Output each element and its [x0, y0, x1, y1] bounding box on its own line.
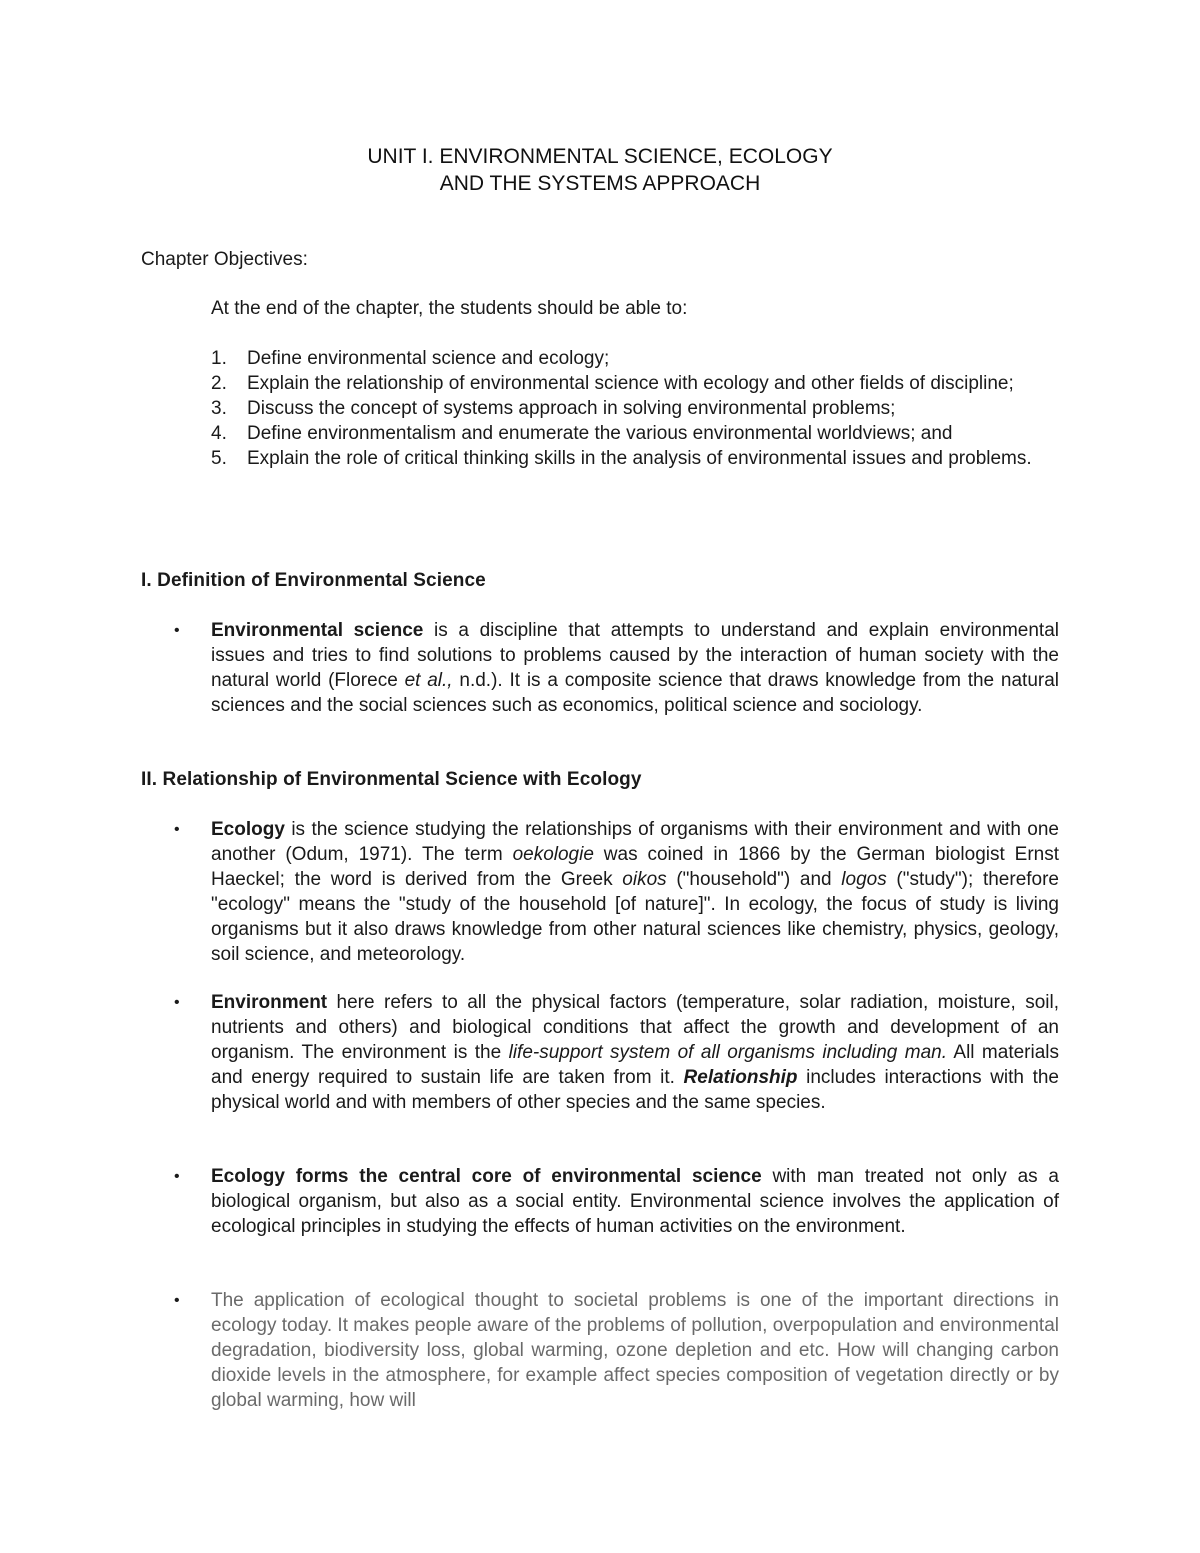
objective-item [211, 421, 1059, 446]
objective-text: Define environmentalism and enumerate the various environmental worldviews; and [247, 423, 953, 444]
objective-text: Discuss the concept of systems approach in solving environmental problems; [247, 398, 896, 419]
bullet-text: All materials and energy required to sustain life are taken from it. [211, 1042, 1060, 1088]
bullet-ecological-thought [174, 1288, 1059, 1413]
objective-item [211, 346, 1059, 371]
document-title [0, 143, 1200, 197]
objective-number: 3. [211, 398, 227, 419]
term-environmental-science: Environmental science [211, 620, 424, 641]
term-environment: Environment [211, 992, 328, 1013]
title-line-2: AND THE SYSTEMS APPROACH [439, 172, 761, 195]
section-heading-definition: I. Definition of Environmental Science [141, 570, 486, 591]
term-ecology-core: Ecology forms the central core of environmental science [211, 1166, 762, 1187]
bullet-text: n.d.). It is a composite science that draws knowledge from the natural sciences and the social sciences such as economics, political science and sociology. [211, 670, 1059, 716]
bullet-text: includes interactions with the physical world and with members of other species and the same species. [211, 1067, 1060, 1113]
bullet-icon: • [174, 1168, 180, 1185]
bullet-icon: • [174, 994, 180, 1011]
bullet-icon: • [174, 821, 180, 838]
bullet-text: with man treated not only as a biological organism, but also as a social entity. Environmental science involves the application of ecological principles in studying the effects of human activities on the environment. [211, 1166, 1059, 1237]
term-italic: life-support system of all organisms including man. [508, 1042, 948, 1063]
bullet-text: was coined in 1866 by the German biologist Ernst Haeckel; the word is derived from the Greek [211, 844, 1060, 890]
term-italic: oekologie [512, 844, 594, 865]
objective-item [211, 371, 1059, 396]
bullet-ecology [174, 817, 1060, 967]
bullet-ecology-core [174, 1164, 1059, 1239]
objective-number: 2. [211, 373, 227, 394]
objective-text: Define environmental science and ecology; [247, 348, 610, 369]
chapter-objectives-label: Chapter Objectives: [141, 249, 308, 270]
bullet-text: here refers to all the physical factors (temperature, solar radiation, moisture, soil, nutrients and others) and biological conditions that affect the growth and development of an organism. The environment is the [211, 992, 1059, 1063]
bullet-environmental-science [174, 618, 1059, 718]
objective-item [211, 396, 1059, 421]
objective-text: Explain the relationship of environmental science with ecology and other fields of discipline; [247, 373, 1014, 394]
objective-text: Explain the role of critical thinking skills in the analysis of environmental issues and problems. [247, 448, 1032, 469]
citation-italic: et al., [404, 670, 453, 691]
title-line-1: UNIT I. ENVIRONMENTAL SCIENCE, ECOLOGY [367, 145, 833, 168]
objectives-intro: At the end of the chapter, the students should be able to: [211, 298, 688, 319]
bullet-environment [174, 990, 1060, 1115]
bullet-text: is a discipline that attempts to understand and explain environmental issues and tries to find solutions to problems caused by the interaction of human society with the natural world (Florece [211, 620, 1059, 691]
section-heading-relationship: II. Relationship of Environmental Science with Ecology [141, 769, 642, 790]
bullet-text: The application of ecological thought to societal problems is one of the important directions in ecology today. It makes people aware of the problems of pollution, overpopulation and environmental degradation, biodiversity loss, global warming, ozone depletion and etc. How will changing carbon dioxide levels in the atmosphere, for example affect species composition of vegetation directly or by global warming, how will [211, 1290, 1059, 1411]
term-ecology: Ecology [211, 819, 285, 840]
objective-number: 4. [211, 423, 227, 444]
bullet-text: ("household") and [666, 869, 842, 890]
objectives-list [211, 346, 1059, 471]
term-italic: logos [841, 869, 887, 890]
objective-item [211, 446, 1059, 471]
bullet-text: ("study"); therefore "ecology" means the "study of the household [of nature]". In ecology, the focus of study is living organisms but it also draws knowledge from other natural sciences like chemistry, physics, geology, soil science, and meteorology. [211, 869, 1059, 965]
term-italic: oikos [622, 869, 667, 890]
bullet-icon: • [174, 622, 180, 639]
term-relationship: Relationship [683, 1067, 798, 1088]
objective-number: 1. [211, 348, 227, 369]
objective-number: 5. [211, 448, 227, 469]
bullet-text: is the science studying the relationships of organisms with their environment and with one another (Odum, 1971). The term [211, 819, 1059, 865]
bullet-icon: • [174, 1292, 180, 1309]
